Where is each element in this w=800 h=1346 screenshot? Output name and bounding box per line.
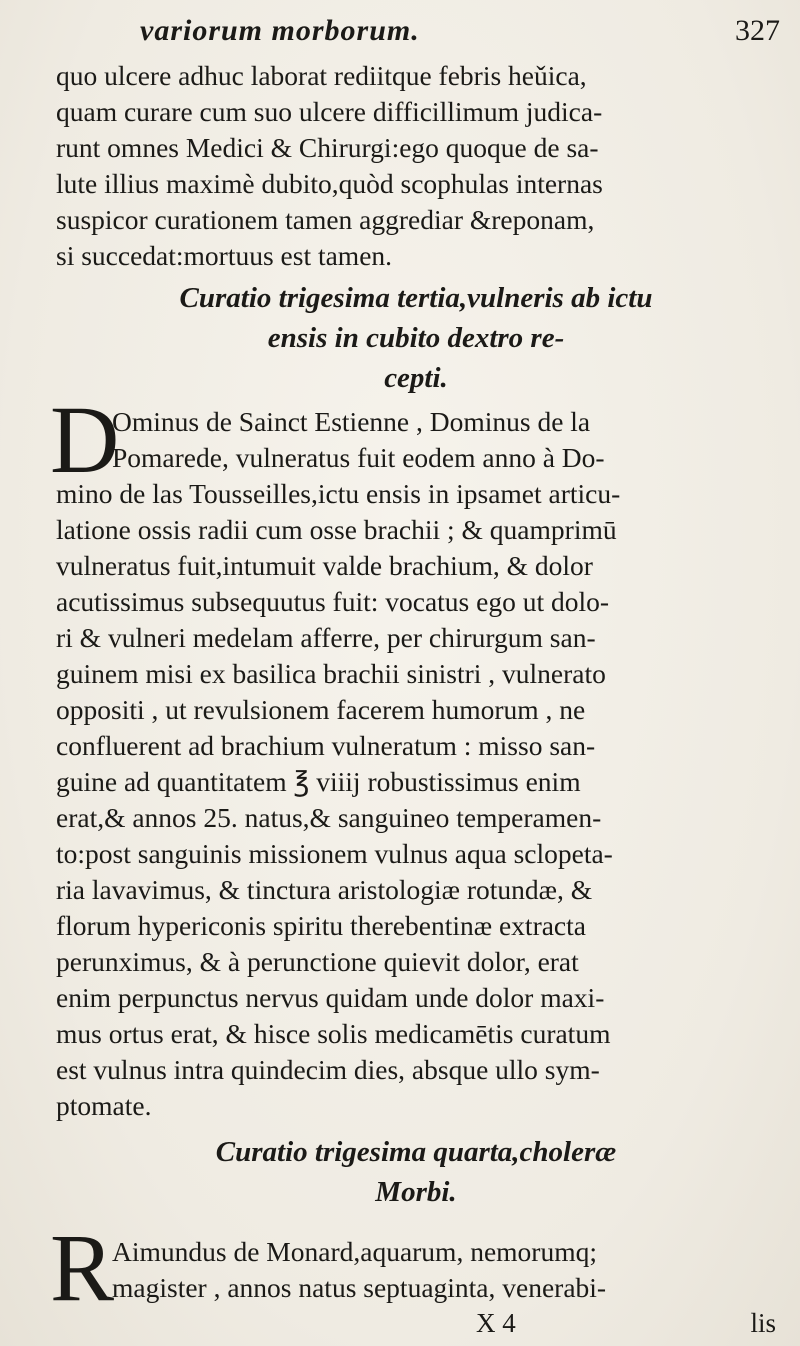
heading-line: ensis in cubito dextro re- <box>267 322 565 354</box>
text-line: magister , annos natus septuaginta, venerabi- <box>112 1272 607 1303</box>
text-line: acutissimus subsequutus fuit: vocatus ego ut dolo- <box>56 586 610 617</box>
text-line: confluerent ad brachium vulneratum : misso san- <box>56 730 596 761</box>
text-line: guine ad quantitatem ℥ viiij robustissimus enim <box>56 766 581 797</box>
text-line: vulneratus fuit,intumuit valde brachium, & dolor <box>56 550 593 581</box>
text-line: Aimundus de Monard,aquarum, nemorumq; <box>112 1236 597 1267</box>
text-line: ri & vulneri medelam afferre, per chirurgum san- <box>56 622 596 653</box>
text-line: perunximus, & à perunctione quievit dolor, erat <box>56 946 579 977</box>
text-line: to:post sanguinis missionem vulnus aqua sclopeta- <box>56 838 613 869</box>
text-line: mino de las Tousseilles,ictu ensis in ipsamet articu- <box>56 478 621 509</box>
drop-cap: D <box>50 386 120 493</box>
text-line: Ominus de Sainct Estienne , Dominus de la <box>112 406 591 437</box>
heading-line: Curatio trigesima quarta,choleræ <box>215 1136 617 1168</box>
section-heading-34 <box>56 1132 776 1212</box>
text-line: quam curare cum suo ulcere difficillimum judica- <box>56 96 603 127</box>
text-line: florum hypericonis spiritu therebentinæ extracta <box>56 910 586 941</box>
text-line: guinem misi ex basilica brachii sinistri , vulnerato <box>56 658 606 689</box>
text-line: mus ortus erat, & hisce solis medicamētis curatum <box>56 1018 611 1049</box>
page-number: 327 <box>735 14 780 47</box>
text-line: quo ulcere adhuc laborat rediitque febris heǔica, <box>56 60 587 91</box>
paragraph-continued <box>56 58 776 274</box>
text-line: si succedat:mortuus est tamen. <box>56 240 393 271</box>
text-line: oppositi , ut revulsionem facerem humorum , ne <box>56 694 586 725</box>
text-line: ria lavavimus, & tinctura aristologiæ rotundæ, & <box>56 874 593 905</box>
heading-line: Curatio trigesima tertia,vulneris ab ictu <box>179 282 653 314</box>
paragraph-case-33 <box>56 404 776 1124</box>
running-head: variorum morborum. <box>140 14 420 47</box>
paragraph-case-34 <box>56 1234 776 1306</box>
text-line: enim perpunctus nervus quidam unde dolor maxi- <box>56 982 605 1013</box>
text-line: lute illius maximè dubito,quòd scophulas internas <box>56 168 603 199</box>
text-line: Pomarede, vulneratus fuit eodem anno à Do- <box>112 442 605 473</box>
text-line: latione ossis radii cum osse brachii ; & quamprimū <box>56 514 617 545</box>
catchword: lis <box>750 1308 776 1338</box>
heading-line: cepti. <box>384 362 448 394</box>
text-line: runt omnes Medici & Chirurgi:ego quoque de sa- <box>56 132 599 163</box>
drop-cap: R <box>50 1214 115 1321</box>
text-line: est vulnus intra quindecim dies, absque ullo sym- <box>56 1054 600 1085</box>
signature-mark: X 4 <box>476 1308 516 1338</box>
heading-line: Morbi. <box>375 1176 457 1208</box>
page-header <box>140 14 780 54</box>
text-line: erat,& annos 25. natus,& sanguineo temperamen- <box>56 802 602 833</box>
section-heading-33 <box>56 278 776 398</box>
text-line: suspicor curationem tamen aggrediar &reponam, <box>56 204 595 235</box>
page-footer <box>56 1308 776 1346</box>
text-line: ptomate. <box>56 1090 152 1121</box>
